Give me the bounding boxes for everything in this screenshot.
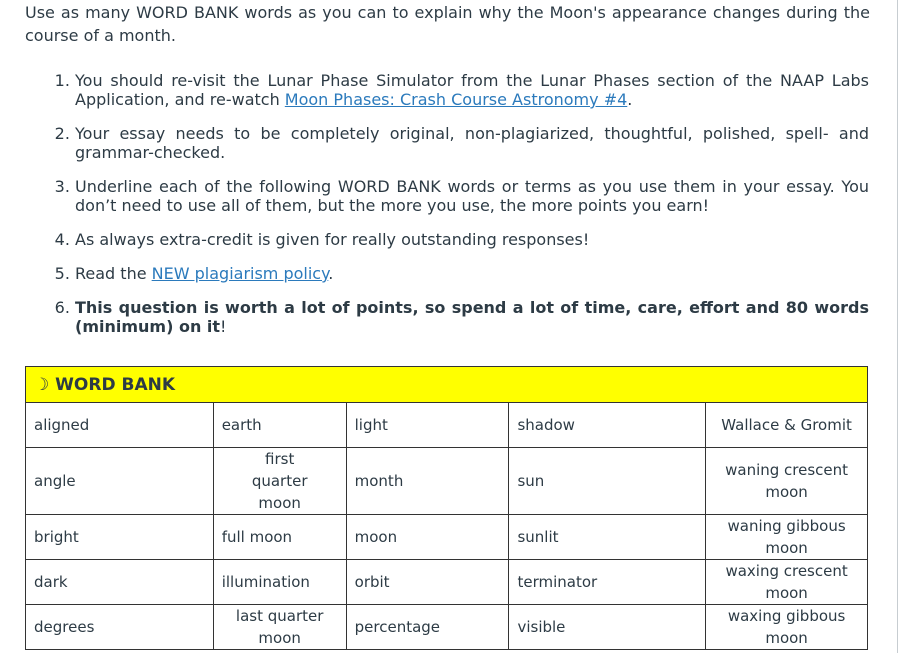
table-row bbox=[26, 448, 868, 515]
word-cell: waxing gibbous moon bbox=[706, 605, 868, 650]
word-bank-title: WORD BANK bbox=[55, 374, 176, 395]
table-row bbox=[26, 403, 868, 448]
word-cell: Wallace & Gromit bbox=[706, 403, 868, 448]
word-cell: light bbox=[346, 403, 509, 448]
word-cell: shadow bbox=[509, 403, 706, 448]
word-cell: aligned bbox=[26, 403, 214, 448]
instruction-item-6 bbox=[75, 298, 869, 336]
instruction-3-text: Underline each of the following WORD BANK words or terms as you use them in your essay. You don’t need to use all of them, but the more you use, the more points you earn! bbox=[75, 177, 869, 215]
word-cell: degrees bbox=[26, 605, 214, 650]
word-cell bbox=[213, 448, 346, 515]
instruction-item-1 bbox=[75, 71, 869, 109]
word-cell: full moon bbox=[213, 515, 346, 560]
word-cell: last quarter moon bbox=[213, 605, 346, 650]
word-cell: angle bbox=[26, 448, 214, 515]
word-cell: waning gibbous moon bbox=[706, 515, 868, 560]
word-cell: sunlit bbox=[509, 515, 706, 560]
instruction-1-end: . bbox=[627, 90, 633, 109]
instruction-item-5 bbox=[75, 264, 869, 283]
word-bank-table bbox=[25, 366, 868, 650]
crescent-moon-icon: ☽ bbox=[34, 374, 50, 395]
word-cell: dark bbox=[26, 560, 214, 605]
word-cell: terminator bbox=[509, 560, 706, 605]
instruction-1-text: You should re-visit the Lunar Phase Simulator from the Lunar Phases section of the NAAP Labs Application, and re-watch bbox=[75, 71, 869, 109]
table-row bbox=[26, 515, 868, 560]
table-row bbox=[26, 605, 868, 650]
instruction-item-3 bbox=[75, 177, 869, 215]
word-cell: month bbox=[346, 448, 509, 515]
instruction-item-4 bbox=[75, 230, 869, 249]
word-cell: percentage bbox=[346, 605, 509, 650]
word-cell: sun bbox=[509, 448, 706, 515]
word-cell: waning crescent moon bbox=[706, 448, 868, 515]
word-cell: visible bbox=[509, 605, 706, 650]
word-cell: moon bbox=[346, 515, 509, 560]
word-cell: illumination bbox=[213, 560, 346, 605]
instructions-list bbox=[0, 71, 869, 351]
table-row bbox=[26, 560, 868, 605]
word-cell: orbit bbox=[346, 560, 509, 605]
instruction-2-text: Your essay needs to be completely original, non-plagiarized, thoughtful, polished, spell- and grammar-checked. bbox=[75, 124, 869, 162]
instruction-6-end: ! bbox=[220, 317, 227, 336]
instruction-4-text: As always extra-credit is given for really outstanding responses! bbox=[75, 230, 590, 249]
crash-course-video-link[interactable]: Moon Phases: Crash Course Astronomy #4 bbox=[284, 90, 628, 109]
word-cell: bright bbox=[26, 515, 214, 560]
word-cell-text: first quarter moon bbox=[251, 450, 308, 512]
content-right-border bbox=[897, 0, 898, 653]
instruction-item-2 bbox=[75, 124, 869, 162]
intro-paragraph: Use as many WORD BANK words as you can to explain why the Moon's appearance changes during the course of a month. bbox=[25, 3, 870, 45]
plagiarism-policy-link[interactable]: NEW plagiarism policy bbox=[151, 264, 329, 283]
word-bank-header bbox=[26, 367, 868, 403]
instruction-5-text: Read the bbox=[75, 264, 152, 283]
word-cell: earth bbox=[213, 403, 346, 448]
instruction-5-end: . bbox=[328, 264, 334, 283]
word-cell: waxing crescent moon bbox=[706, 560, 868, 605]
instruction-6-bold-text: This question is worth a lot of points, so spend a lot of time, care, effort and 80 words (minimum) on it bbox=[75, 298, 869, 336]
